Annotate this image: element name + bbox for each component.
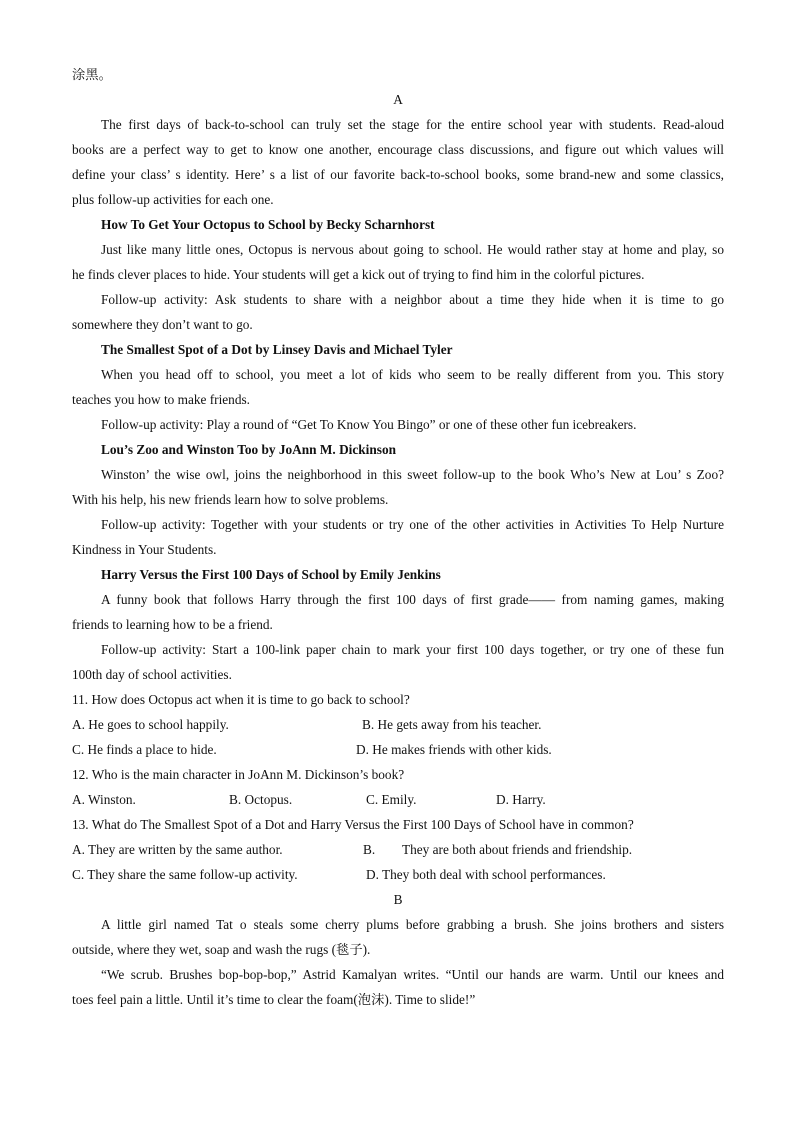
option-c[interactable]: C. Emily. <box>366 792 417 807</box>
follow-up-activity: Follow-up activity: Play a round of “Get To Know You Bingo” or one of these other fun icebreakers. <box>101 417 637 432</box>
book-entry <box>72 437 724 562</box>
option-row <box>72 737 724 762</box>
option-b-text[interactable]: They are both about friends and friendship. <box>402 842 633 857</box>
follow-up-activity: Follow-up activity: Together with your students or try one of the other activities in Activities To Help Nurture <box>101 517 724 532</box>
text-line: A little girl named Tat o steals some cherry plums before grabbing a brush. She joins brothers and sisters <box>101 917 724 932</box>
exam-page <box>72 62 724 1012</box>
question-stem: 11. How does Octopus act when it is time to go back to school? <box>72 692 410 707</box>
option-d[interactable]: D. They both deal with school performances. <box>366 867 606 882</box>
option-row <box>72 862 724 887</box>
option-c[interactable]: C. They share the same follow-up activity. <box>72 867 298 882</box>
book-title: Harry Versus the First 100 Days of School by Emily Jenkins <box>101 567 441 582</box>
book-title: The Smallest Spot of a Dot by Linsey Davis and Michael Tyler <box>101 342 453 357</box>
option-d[interactable]: D. He makes friends with other kids. <box>356 742 552 757</box>
option-row <box>72 787 724 812</box>
option-d[interactable]: D. Harry. <box>496 792 546 807</box>
option-b[interactable]: B. He gets away from his teacher. <box>362 717 542 732</box>
header-fragment: 涂黑。 <box>72 67 112 82</box>
option-b-letter[interactable]: B. <box>363 842 376 857</box>
section-b-paragraph <box>72 912 724 962</box>
section-a-label: A <box>393 92 403 107</box>
book-description: With his help, his new friends learn how to solve problems. <box>72 492 389 507</box>
section-b-paragraph <box>72 962 724 1012</box>
option-a[interactable]: A. They are written by the same author. <box>72 842 283 857</box>
book-description: friends to learning how to be a friend. <box>72 617 273 632</box>
book-entry <box>72 562 724 687</box>
book-description: teaches you how to make friends. <box>72 392 250 407</box>
book-title: Lou’s Zoo and Winston Too by JoAnn M. Dickinson <box>101 442 396 457</box>
intro-paragraph <box>72 112 724 212</box>
follow-up-activity: Kindness in Your Students. <box>72 542 217 557</box>
question-12 <box>72 762 724 812</box>
option-a[interactable]: A. He goes to school happily. <box>72 717 229 732</box>
follow-up-activity: Follow-up activity: Start a 100-link paper chain to mark your first 100 days together, or try one of these fun <box>101 642 724 657</box>
section-b-label: B <box>393 892 403 907</box>
text-line: The first days of back-to-school can truly set the stage for the entire school year with students. Read-aloud <box>101 117 724 132</box>
text-line: outside, where they wet, soap and wash the rugs (毯子). <box>72 942 371 957</box>
book-description: Winston’ the wise owl, joins the neighborhood in this sweet follow-up to the book Who’s New at Lou’ s Zoo? <box>101 467 724 482</box>
question-stem: 13. What do The Smallest Spot of a Dot and Harry Versus the First 100 Days of School have in common? <box>72 817 634 832</box>
book-description: he finds clever places to hide. Your students will get a kick out of trying to find him in the colorful pictures. <box>72 267 645 282</box>
text-line: define your class’ s identity. Here’ s a list of our favorite back-to-school books, some brand-new and some classics, <box>72 167 724 182</box>
book-title: How To Get Your Octopus to School by Becky Scharnhorst <box>101 217 435 232</box>
book-entry <box>72 212 724 337</box>
text-line: toes feel pain a little. Until it’s time to clear the foam(泡沫). Time to slide!” <box>72 992 476 1007</box>
follow-up-activity: somewhere they don’t want to go. <box>72 317 253 332</box>
option-row <box>72 712 724 737</box>
option-row <box>72 837 724 862</box>
text-line: plus follow-up activities for each one. <box>72 192 274 207</box>
option-a[interactable]: A. Winston. <box>72 792 136 807</box>
question-stem: 12. Who is the main character in JoAnn M. Dickinson’s book? <box>72 767 405 782</box>
book-entry <box>72 337 724 437</box>
text-line: books are a perfect way to get to know one another, encourage class discussions, and figure out which values will <box>72 142 724 157</box>
book-description: Just like many little ones, Octopus is nervous about going to school. He would rather stay at home and play, so <box>101 242 724 257</box>
option-b[interactable]: B. Octopus. <box>229 792 293 807</box>
book-description: A funny book that follows Harry through the first 100 days of first grade—— from naming games, making <box>101 592 724 607</box>
question-13 <box>72 812 724 887</box>
option-c[interactable]: C. He finds a place to hide. <box>72 742 217 757</box>
text-line: “We scrub. Brushes bop-bop-bop,” Astrid Kamalyan writes. “Until our hands are warm. Until our knees and <box>101 967 724 982</box>
book-description: When you head off to school, you meet a lot of kids who seem to be really different from you. This story <box>101 367 724 382</box>
question-11 <box>72 687 724 762</box>
follow-up-activity: Follow-up activity: Ask students to share with a neighbor about a time they hide when it is time to go <box>101 292 724 307</box>
follow-up-activity: 100th day of school activities. <box>72 667 232 682</box>
